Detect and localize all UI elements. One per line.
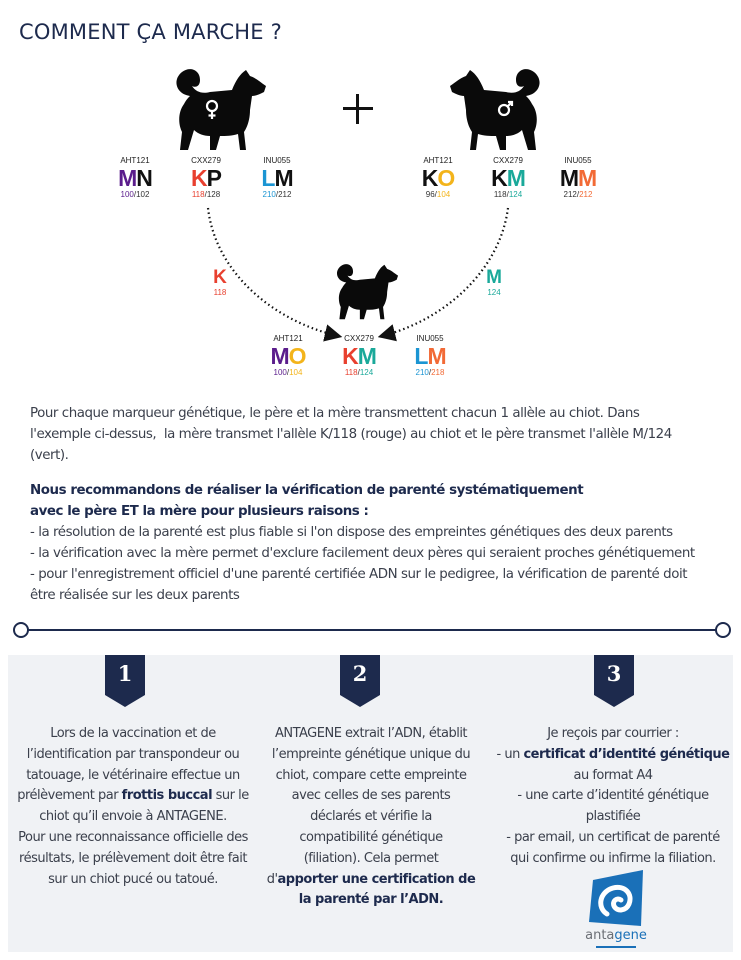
- step-text-line: [8, 766, 258, 787]
- puppy-marker: [258, 333, 318, 377]
- step-text-line: [258, 828, 484, 849]
- marker-alleles: [258, 344, 318, 368]
- step-text-segment: ANTAGENE extrait l’ADN, établit: [274, 726, 468, 741]
- recommendation-heading: avec le père ET la mère pour plusieurs raisons :: [30, 504, 369, 519]
- allele-size-1: 212: [563, 190, 577, 199]
- explanation-line: (vert).: [30, 448, 69, 463]
- size-separator: /: [576, 190, 580, 199]
- marker-alleles: [400, 344, 460, 368]
- allele-size-1: 210: [262, 190, 276, 199]
- puppy-marker: [400, 333, 460, 377]
- allele-2: P: [206, 165, 221, 191]
- allele-size-2: 124: [508, 190, 523, 199]
- allele-1: L: [261, 165, 275, 191]
- allele-1: M: [559, 165, 578, 191]
- allele-2: M: [427, 343, 446, 369]
- allele-size-1: 118: [191, 190, 205, 199]
- allele-size-1: 96: [425, 190, 435, 199]
- step-text-line: [484, 849, 741, 870]
- step-text-line: [258, 724, 484, 745]
- step-text-line: [484, 786, 741, 807]
- mother-marker: [105, 155, 165, 199]
- recommendation-bullet: - pour l'enregistrement officiel d'une parenté certifiée ADN sur le pedigree, la vérification de parenté doit: [30, 567, 688, 582]
- timeline-end-circle-icon: [715, 622, 731, 638]
- step-text-line: [8, 724, 258, 745]
- marker-sizes: [329, 368, 389, 377]
- allele-size-2: 124: [359, 368, 374, 377]
- step-3-text: [484, 724, 741, 870]
- size-separator: /: [286, 368, 290, 377]
- allele-size-2: 218: [431, 368, 445, 377]
- marker-sizes: [105, 190, 165, 199]
- timeline-line: [22, 629, 722, 631]
- mother-marker: [176, 155, 236, 199]
- step-text-line: [258, 745, 484, 766]
- allele-size-2: 104: [436, 190, 451, 199]
- step-text-segment: chiot, compare cette empreinte: [275, 767, 467, 783]
- logo-underline: [596, 946, 636, 948]
- step-text-line: [8, 807, 258, 828]
- step-1-badge: [105, 655, 145, 707]
- mother-transmitted-allele: [205, 268, 235, 297]
- mother-marker: [247, 155, 307, 199]
- step-text-line: [258, 870, 484, 891]
- logo-wordmark-part1: anta: [585, 928, 615, 943]
- step-text-line: [8, 828, 258, 849]
- step-text-segment: prélèvement par: [17, 788, 122, 804]
- step-text-segment: déclarés et vérifie la: [310, 809, 432, 825]
- transmitted-allele-size: 124: [487, 288, 501, 297]
- step-text-segment: compatibilité génétique: [299, 829, 443, 845]
- step-text-emphasis: la parenté par l’ADN.: [298, 892, 444, 908]
- size-separator: /: [506, 190, 509, 199]
- father-marker: [478, 155, 538, 199]
- step-3-badge: [594, 655, 634, 707]
- allele-2: M: [357, 343, 376, 369]
- father-transmitted-allele: [479, 268, 509, 297]
- size-separator: /: [434, 190, 437, 199]
- size-separator: /: [204, 190, 207, 199]
- step-text-line: [258, 849, 484, 870]
- father-marker: [548, 155, 608, 199]
- allele-1: K: [491, 165, 507, 191]
- marker-sizes: [258, 368, 318, 377]
- step-text-segment: plastifiée: [585, 809, 641, 825]
- allele-2: O: [288, 343, 306, 369]
- allele-size-1: 100: [273, 368, 287, 377]
- allele-size-1: 118: [493, 190, 507, 199]
- allele-2: M: [274, 165, 293, 191]
- size-separator: /: [428, 368, 432, 377]
- step-text-line: [484, 807, 741, 828]
- step-text-line: [8, 870, 258, 891]
- marker-alleles: [548, 166, 608, 190]
- step-text-line: [258, 890, 484, 911]
- transmitted-allele-letter: M: [486, 267, 502, 288]
- step-text-segment: - par email, un certificat de parenté: [506, 829, 720, 845]
- step-number: 2: [352, 661, 368, 686]
- antagene-swirl-icon: [585, 870, 647, 930]
- logo-wordmark-part2: gene: [614, 928, 647, 943]
- marker-sizes: [247, 190, 307, 199]
- marker-name: AHT121: [423, 156, 453, 165]
- step-text-emphasis: certificat d’identité génétique: [523, 746, 730, 762]
- allele-size-2: 128: [206, 190, 221, 199]
- step-1-text: [8, 724, 258, 890]
- allele-1: K: [421, 165, 438, 191]
- allele-size-2: 212: [579, 190, 593, 199]
- marker-alleles: [105, 166, 165, 190]
- recommendation-section: [30, 480, 720, 606]
- logo-wordmark: [578, 928, 654, 943]
- marker-alleles: [247, 166, 307, 190]
- step-text-line: [484, 724, 741, 745]
- size-separator: /: [357, 368, 360, 377]
- step-text-segment: qui confirme ou infirme la filiation.: [510, 850, 716, 866]
- step-text-emphasis: apporter une certification de: [277, 871, 476, 887]
- step-text-line: [258, 807, 484, 828]
- step-text-segment: tatouage, le vétérinaire effectue un: [26, 767, 240, 783]
- marker-name: CXX279: [344, 334, 374, 343]
- transmitted-allele-letter: K: [213, 267, 227, 288]
- step-text-segment: sur un chiot pucé ou tatoué.: [48, 871, 218, 887]
- puppy-marker: [329, 333, 389, 377]
- marker-alleles: [176, 166, 236, 190]
- explanation-paragraph: [30, 403, 720, 466]
- allele-2: O: [437, 165, 455, 191]
- step-2-text: [258, 724, 484, 911]
- allele-1: K: [191, 165, 207, 191]
- allele-size-1: 210: [415, 368, 429, 377]
- step-text-segment: (filiation). Cela permet: [303, 850, 439, 866]
- marker-name: AHT121: [273, 334, 303, 343]
- allele-2: M: [506, 165, 525, 191]
- step-2-badge: [340, 655, 380, 707]
- recommendation-heading: Nous recommandons de réaliser la vérification de parenté systématiquement: [30, 483, 584, 498]
- allele-1: M: [118, 165, 137, 191]
- marker-name: INU055: [564, 156, 592, 165]
- marker-sizes: [400, 368, 460, 377]
- allele-size-2: 212: [278, 190, 292, 199]
- explanation-line: Pour chaque marqueur génétique, le père et la mère transmettent chacun 1 allèle au chiot. Dans: [30, 406, 640, 421]
- step-text-line: [484, 766, 741, 787]
- step-text-segment: l’identification par transpondeur ou: [26, 746, 240, 762]
- marker-alleles: [408, 166, 468, 190]
- recommendation-bullet: - la résolution de la parenté est plus fiable si l'on dispose des empreintes génétiques des deux parents: [30, 525, 673, 540]
- marker-name: CXX279: [493, 156, 523, 165]
- allele-size-2: 104: [289, 368, 303, 377]
- step-text-segment: chiot qu’il envoie à ANTAGENE.: [39, 809, 227, 825]
- step-text-segment: Pour une reconnaissance officielle des: [18, 829, 248, 845]
- antagene-logo[interactable]: [578, 870, 654, 948]
- step-text-line: [8, 786, 258, 807]
- allele-2: N: [136, 165, 152, 191]
- step-text-segment: sur le: [212, 788, 249, 804]
- timeline: [13, 621, 731, 639]
- step-text-emphasis: frottis buccal: [121, 788, 213, 804]
- allele-size-1: 100: [120, 190, 134, 199]
- size-separator: /: [275, 190, 279, 199]
- marker-name: INU055: [263, 156, 291, 165]
- step-text-line: [484, 828, 741, 849]
- step-text-segment: - une carte d’identité génétique: [517, 788, 709, 804]
- page-title: COMMENT ÇA MARCHE ?: [19, 20, 282, 44]
- allele-2: M: [578, 165, 597, 191]
- allele-size-2: 102: [136, 190, 150, 199]
- marker-alleles: [329, 344, 389, 368]
- marker-name: CXX279: [191, 156, 221, 165]
- marker-name: AHT121: [120, 156, 150, 165]
- explanation-line: l'exemple ci-dessus, la mère transmet l'allèle K/118 (rouge) au chiot et le père transmet l'allèle M/124: [30, 427, 672, 442]
- step-number: 3: [606, 661, 622, 686]
- father-marker: [408, 155, 468, 199]
- marker-sizes: [408, 190, 468, 199]
- step-text-segment: l’empreinte génétique unique du: [271, 746, 471, 762]
- step-text-segment: d': [266, 871, 278, 887]
- size-separator: /: [133, 190, 137, 199]
- marker-name: INU055: [416, 334, 444, 343]
- marker-alleles: [478, 166, 538, 190]
- timeline-start-circle-icon: [13, 622, 29, 638]
- marker-sizes: [548, 190, 608, 199]
- allele-1: M: [270, 343, 289, 369]
- step-text-line: [8, 745, 258, 766]
- allele-1: K: [342, 343, 358, 369]
- step-text-segment: Lors de la vaccination et de: [50, 726, 216, 741]
- step-text-segment: avec celles de ses parents: [291, 788, 451, 804]
- step-text-line: [8, 849, 258, 870]
- step-text-line: [258, 766, 484, 787]
- step-text-line: [484, 745, 741, 766]
- recommendation-bullet: être réalisée sur les deux parents: [30, 588, 240, 603]
- step-text-segment: - un: [496, 746, 524, 762]
- marker-sizes: [478, 190, 538, 199]
- step-number: 1: [117, 661, 133, 686]
- allele-size-1: 118: [344, 368, 358, 377]
- allele-1: L: [414, 343, 428, 369]
- marker-sizes: [176, 190, 236, 199]
- step-text-line: [258, 786, 484, 807]
- transmitted-allele-size: 118: [213, 288, 227, 297]
- step-text-segment: Je reçois par courrier :: [547, 726, 679, 741]
- step-text-segment: au format A4: [573, 767, 653, 783]
- recommendation-bullet: - la vérification avec la mère permet d'exclure facilement deux pères qui seraient proches génétiquement: [30, 546, 695, 561]
- step-text-segment: résultats, le prélèvement doit être fait: [19, 850, 247, 866]
